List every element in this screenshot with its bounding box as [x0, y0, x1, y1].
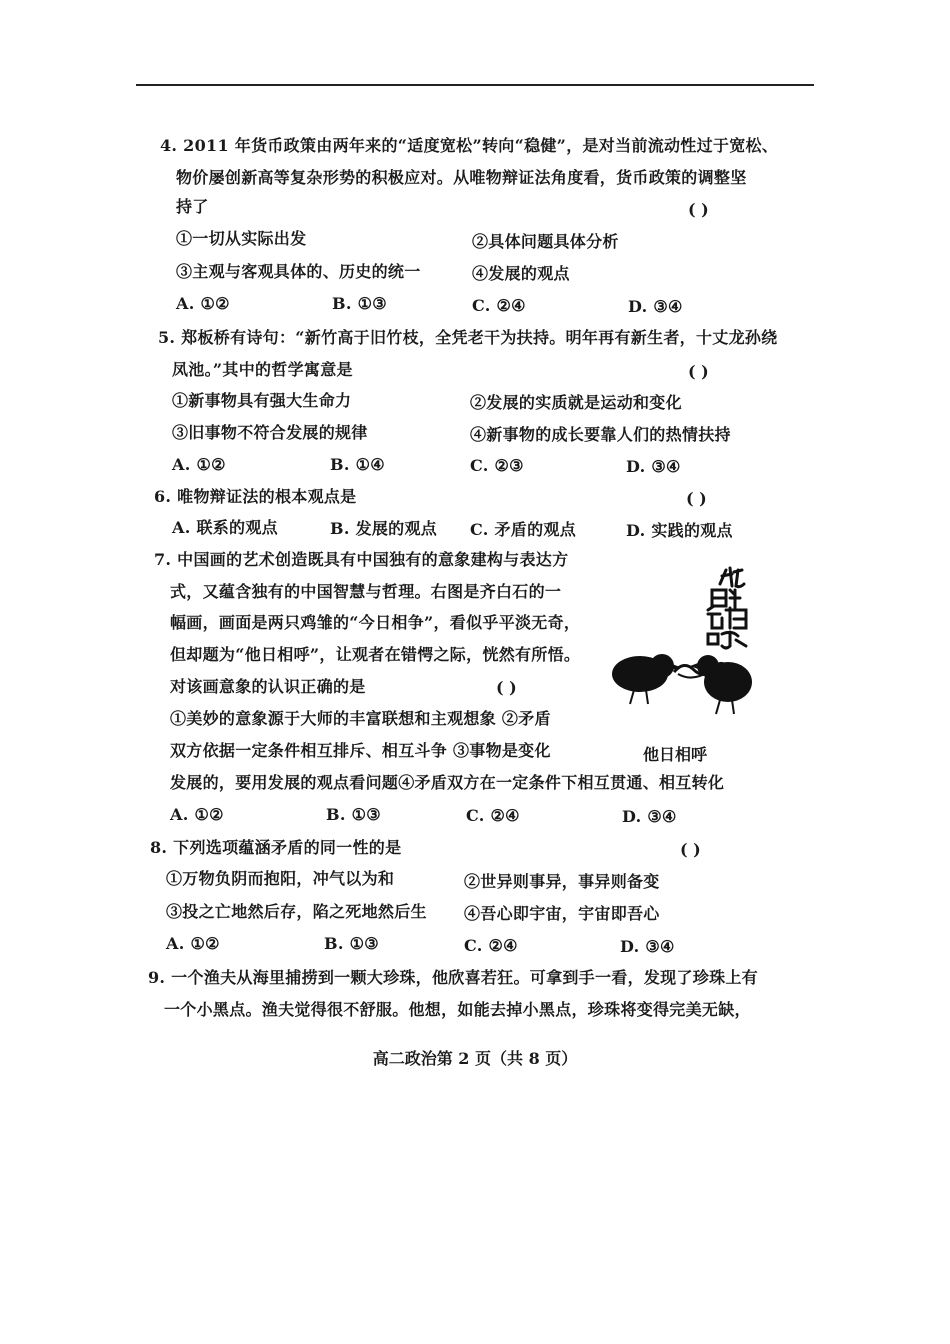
q5-choice-c: C. ②③ — [470, 456, 524, 475]
q8-option-4: ④吾心即宇宙，宇宙即吾心 — [464, 904, 660, 923]
q5-choice-b: B. ①④ — [330, 455, 385, 474]
q7-line5: 对该画意象的认识正确的是 — [170, 677, 366, 696]
q7-line1: 7. 中国画的艺术创造既具有中国独有的意象建构与表达方 — [154, 550, 569, 569]
q4-option-3: ③主观与客观具体的、历史的统一 — [176, 262, 421, 281]
q5-answer-paren: ( ) — [688, 362, 709, 381]
q4-line2: 物价屡创新高等复杂形势的积极应对。从唯物辩证法角度看，货币政策的调整坚 — [176, 168, 747, 187]
q5-line1: 5. 郑板桥有诗句：“新竹高于旧竹枝，全凭老干为扶持。明年再有新生者，十丈龙孙绕 — [158, 328, 778, 347]
q6-answer-paren: ( ) — [686, 489, 707, 508]
q6-choice-c: C. 矛盾的观点 — [470, 520, 576, 539]
page-footer: 高二政治第 2 页（共 8 页） — [372, 1049, 578, 1068]
q7-line2: 式，又蕴含独有的中国智慧与哲理。右图是齐白石的一 — [170, 582, 562, 601]
q5-option-1: ①新事物具有强大生命力 — [172, 391, 352, 410]
q8-line1: 8. 下列选项蕴涵矛盾的同一性的是 — [150, 838, 402, 857]
q8-option-3: ③投之亡地然后存，陷之死地然后生 — [166, 902, 427, 921]
q4-option-2: ②具体问题具体分析 — [472, 232, 619, 251]
q6-choice-a: A. 联系的观点 — [172, 518, 278, 537]
q5-line2: 凤池。”其中的哲学寓意是 — [172, 360, 353, 379]
q4-option-1: ①一切从实际出发 — [176, 229, 307, 248]
q4-option-4: ④发展的观点 — [472, 264, 570, 283]
q9-line1: 9. 一个渔夫从海里捕捞到一颗大珍珠，他欣喜若狂。可拿到手一看，发现了珍珠上有 — [148, 968, 758, 987]
q9-line2: 一个小黑点。渔夫觉得很不舒服。他想，如能去掉小黑点，珍珠将变得完美无缺， — [164, 1000, 751, 1019]
q5-option-2: ②发展的实质就是运动和变化 — [470, 393, 682, 412]
q4-choice-c: C. ②④ — [472, 296, 526, 315]
painting-caption: 他日相呼 — [643, 745, 708, 764]
q5-choice-a: A. ①② — [172, 455, 226, 474]
q8-answer-paren: ( ) — [680, 840, 701, 859]
q7-choice-c: C. ②④ — [466, 806, 520, 825]
q6-choice-d: D. 实践的观点 — [626, 521, 733, 540]
q7-line4: 但却题为“他日相呼”，让观者在错愕之际，恍然有所悟。 — [170, 645, 581, 664]
q4-answer-paren: ( ) — [688, 200, 709, 219]
q7-line3: 幅画，画面是两只鸡雏的“今日相争”，看似乎平淡无奇， — [170, 613, 581, 632]
q6-line1: 6. 唯物辩证法的根本观点是 — [154, 487, 357, 506]
q8-choice-c: C. ②④ — [464, 936, 518, 955]
q5-option-4: ④新事物的成长要靠人们的热情扶持 — [470, 425, 731, 444]
q4-choice-b: B. ①③ — [332, 294, 387, 313]
q8-choice-d: D. ③④ — [620, 937, 675, 956]
q6-choice-b: B. 发展的观点 — [330, 519, 438, 538]
q4-choice-d: D. ③④ — [628, 297, 683, 316]
q5-choice-d: D. ③④ — [626, 457, 681, 476]
q7-choice-b: B. ①③ — [326, 805, 381, 824]
q8-choice-b: B. ①③ — [324, 934, 379, 953]
q8-option-1: ①万物负阴而抱阳，冲气以为和 — [166, 869, 395, 888]
q7-choice-d: D. ③④ — [622, 807, 677, 826]
q4-line1: 4. 2011 年货币政策由两年来的“适度宽松”转向“稳健”，是对当前流动性过于宽松、 — [160, 136, 779, 155]
chicks-painting — [604, 562, 760, 722]
q7-answer-paren: ( ) — [496, 678, 517, 697]
q7-line7: 双方依据一定条件相互排斥、相互斗争 ③事物是变化 — [170, 741, 551, 760]
q8-choice-a: A. ①② — [166, 934, 220, 953]
q8-option-2: ②世异则事异，事异则备变 — [464, 872, 660, 891]
q4-line3: 持了 — [176, 197, 209, 216]
q4-choice-a: A. ①② — [176, 294, 230, 313]
q5-option-3: ③旧事物不符合发展的规律 — [172, 423, 368, 442]
q7-choice-a: A. ①② — [170, 805, 224, 824]
header-rule — [136, 84, 814, 86]
q7-line8: 发展的，要用发展的观点看问题④矛盾双方在一定条件下相互贯通、相互转化 — [170, 773, 725, 792]
q7-line6: ①美妙的意象源于大师的丰富联想和主观想象 ②矛盾 — [170, 709, 551, 728]
